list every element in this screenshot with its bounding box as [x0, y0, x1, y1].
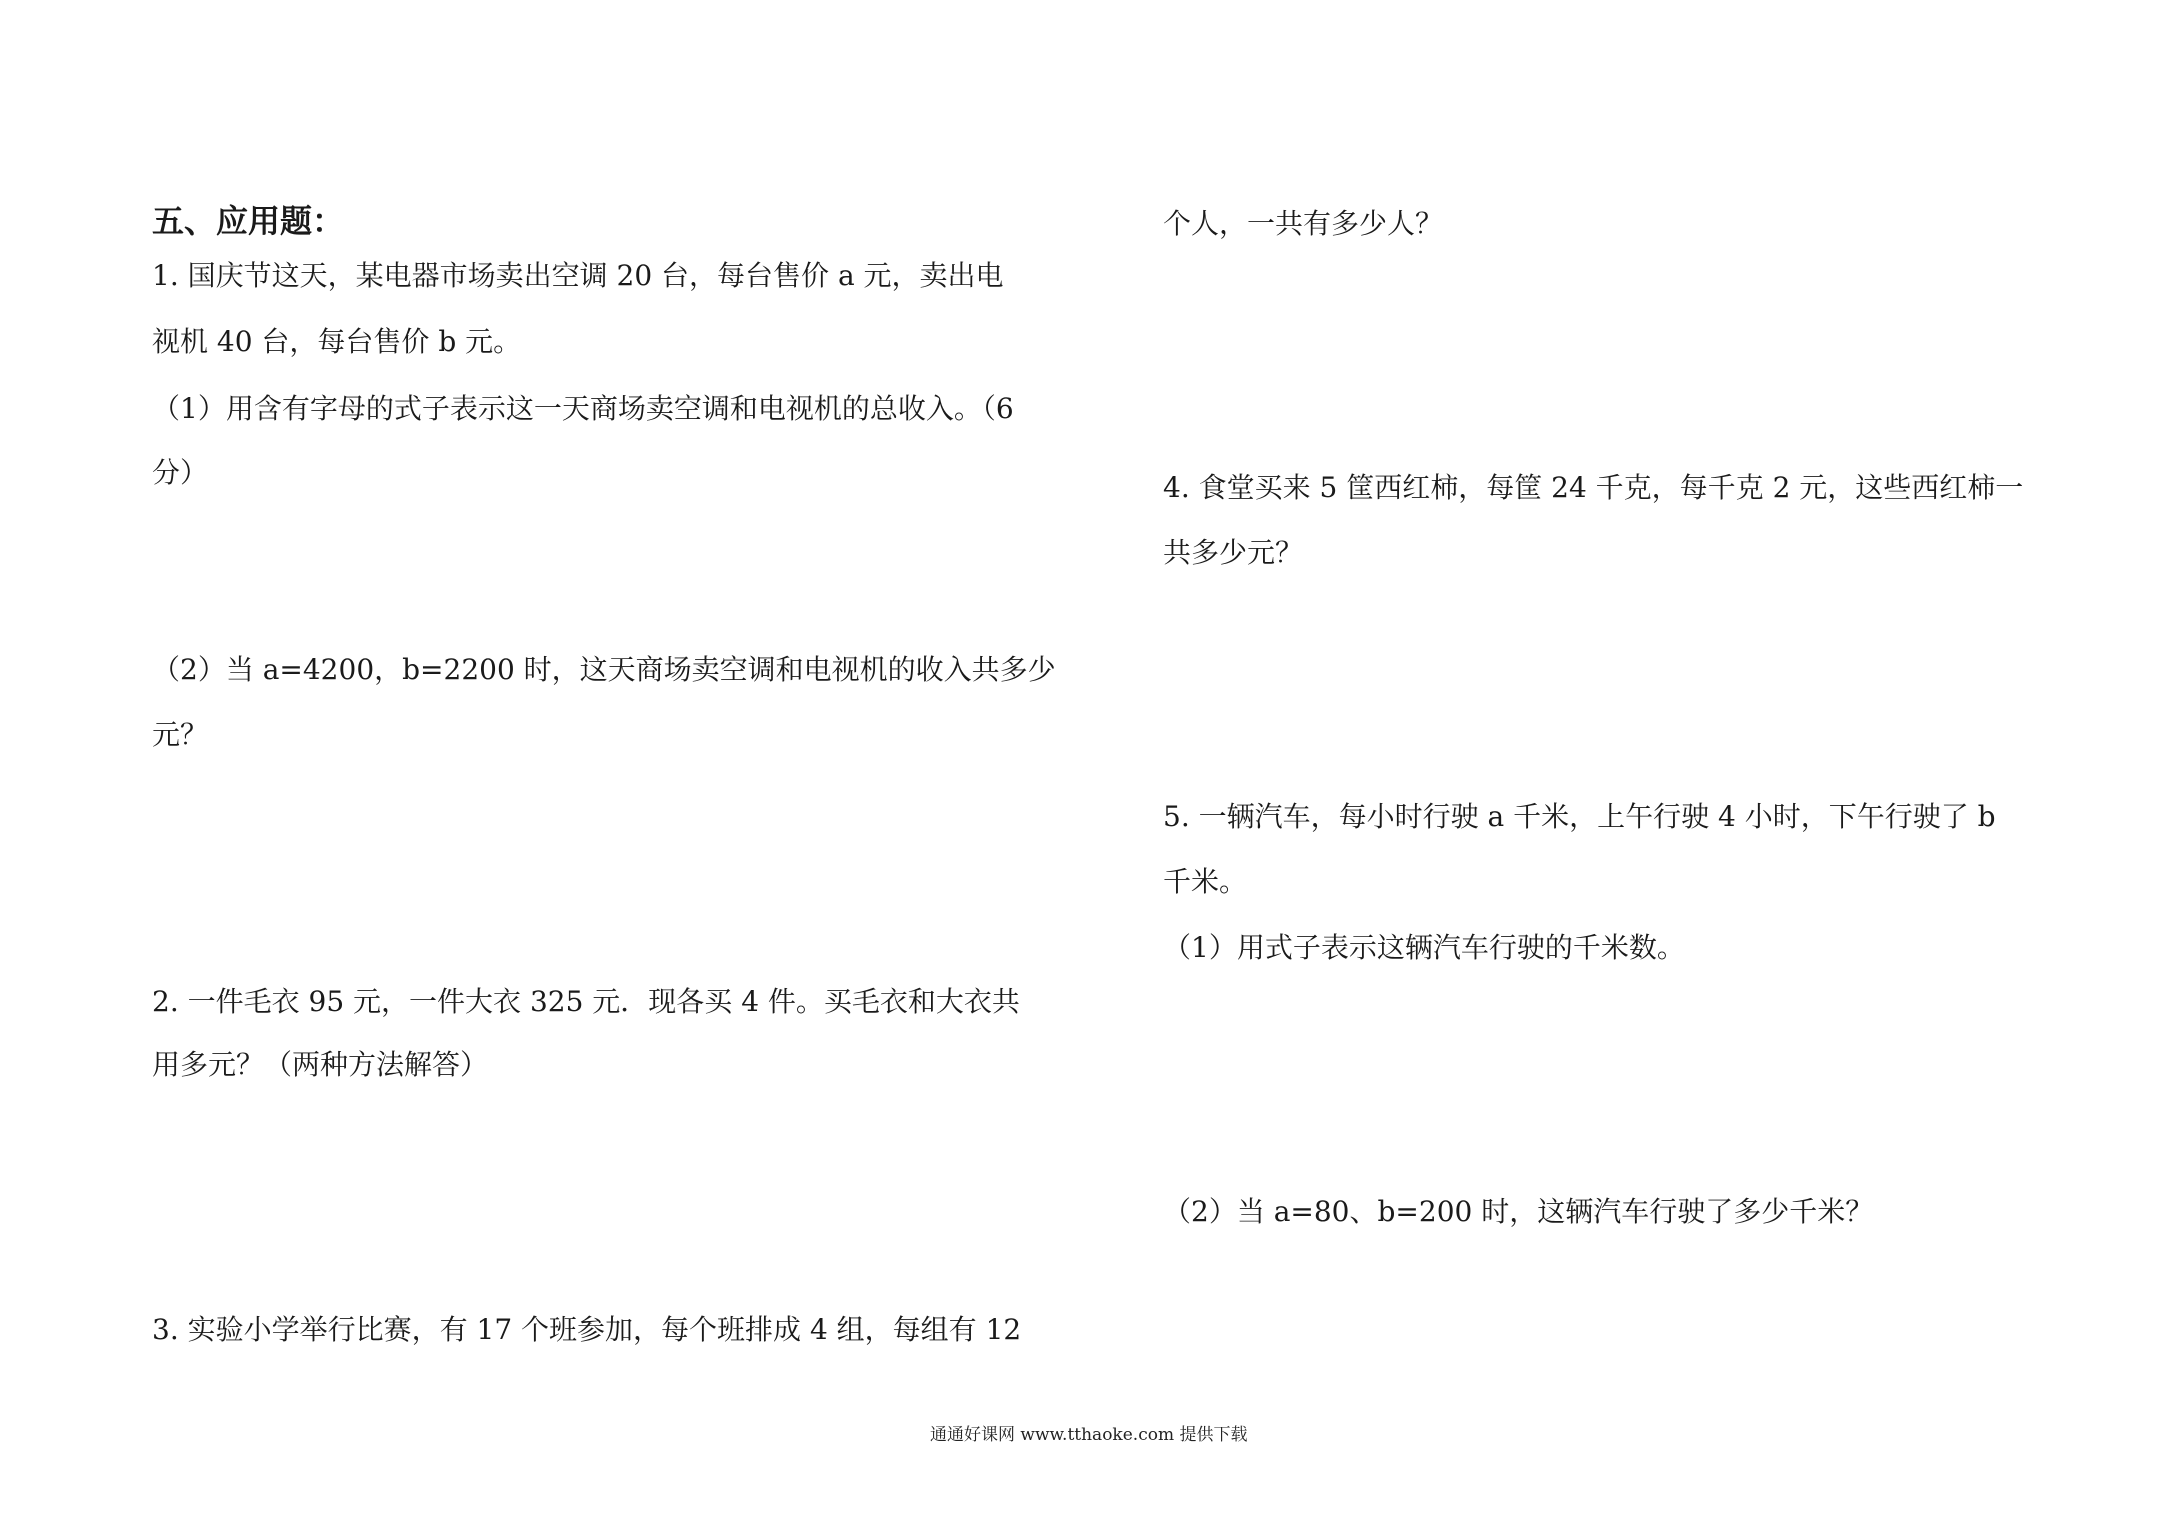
q1-part2-line1: （2）当 a=4200，b=2200 时，这天商场卖空调和电视机的收入共多少: [152, 653, 1056, 686]
q1-part2-line2: 元？: [152, 718, 209, 751]
q3-line1: 3. 实验小学举行比赛，有 17 个班参加，每个班排成 4 组，每组有 12: [152, 1313, 1022, 1346]
q1-part1-line2: 分）: [152, 456, 209, 489]
q5-line2: 千米。: [1163, 865, 1248, 898]
footer-source: 通通好课网 www.tthaoke.com 提供下载: [930, 1425, 1248, 1445]
q2-line1: 2. 一件毛衣 95 元，一件大衣 325 元．现各买 4 件。买毛衣和大衣共: [152, 985, 1020, 1018]
q5-part1: （1）用式子表示这辆汽车行驶的千米数。: [1163, 931, 1685, 964]
q5-line1: 5. 一辆汽车，每小时行驶 a 千米，上午行驶 4 小时，下午行驶了 b: [1163, 800, 1996, 833]
q2-line2: 用多元？（两种方法解答）: [152, 1048, 489, 1081]
q4-line1: 4. 食堂买来 5 筐西红柿，每筐 24 千克，每千克 2 元，这些西红柿一: [1163, 471, 2024, 504]
q3-continuation: 个人，一共有多少人？: [1163, 207, 1444, 240]
q1-line2: 视机 40 台，每台售价 b 元。: [152, 325, 522, 358]
q5-part2: （2）当 a=80、b=200 时，这辆汽车行驶了多少千米？: [1163, 1195, 1874, 1228]
q1-line1: 1. 国庆节这天，某电器市场卖出空调 20 台，每台售价 a 元，卖出电: [152, 259, 1004, 292]
q4-line2: 共多少元？: [1163, 536, 1304, 569]
q1-part1-line1: （1）用含有字母的式子表示这一天商场卖空调和电视机的总收入。（6: [152, 392, 1014, 425]
section-title: 五、应用题：: [152, 202, 345, 240]
